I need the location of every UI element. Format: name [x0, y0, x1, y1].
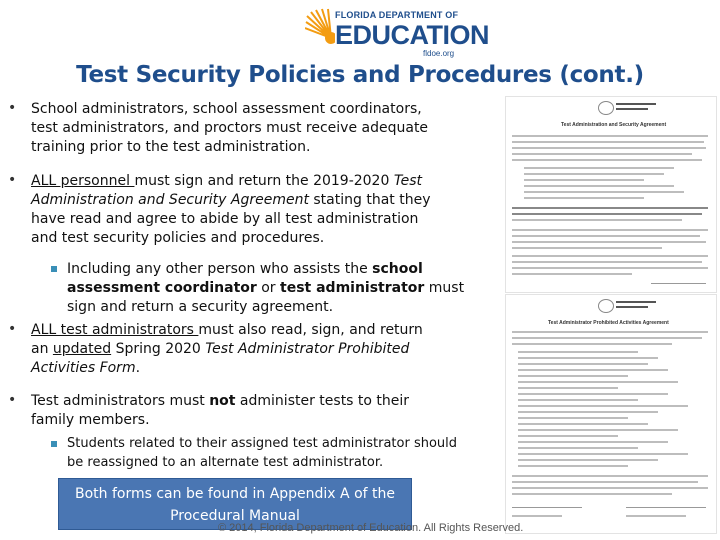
bullet-dot-icon: •: [8, 172, 17, 188]
sub1-line1: Including any other person who assists the: [67, 261, 373, 277]
bullet-training-line2b: must receive adequate: [261, 120, 429, 136]
sub-bullet-square-icon: [51, 266, 57, 272]
page-title: Test Security Policies and Procedures (cont.): [76, 62, 644, 88]
logo-org-line: FLORIDA DEPARTMENT OF: [335, 10, 459, 20]
family-line1a: Test administrators must: [31, 393, 210, 409]
sub1-line2-bold2: test administrator: [280, 280, 425, 296]
bullet-training-line2: test administrators, and proctors: [31, 120, 262, 136]
all-personnel-label: ALL personnel: [31, 173, 135, 189]
sub1-line2-mid: or: [256, 280, 281, 296]
bullet-dot-icon: •: [8, 100, 17, 116]
sub1-line1-bold: school: [372, 261, 423, 277]
family-line1b: administer tests to their: [235, 393, 410, 409]
all-personnel-form-title: Administration and Security Agreement: [31, 192, 309, 208]
appendix-note-line2: Procedural Manual: [170, 508, 300, 524]
copyright-text: © 2014, Florida Department of Education. All Rights Reserved.: [218, 522, 524, 534]
sub1-line2-end: must: [424, 280, 465, 296]
bullet-training: [31, 100, 471, 157]
test-admins-form-title: Test Administrator Prohibited: [205, 341, 410, 357]
logo-url: fldoe.org: [423, 49, 455, 58]
doc2-heading: Test Administrator Prohibited Activities Agreement: [548, 320, 669, 326]
all-personnel-line2: stating that they: [308, 192, 431, 208]
family-not: not: [209, 393, 236, 409]
family-line2: family members.: [31, 412, 150, 428]
test-admins-label: ALL test administrators: [31, 322, 199, 338]
all-personnel-line1-italic: Test: [393, 173, 423, 189]
bullet-family-members: [31, 392, 481, 430]
all-personnel-line3: have read and agree to abide by all test administration: [31, 211, 419, 227]
logo-education-text: EDUCATION: [335, 20, 489, 50]
sub2-line1: Students related to their assigned test administrator should: [67, 436, 458, 451]
sub-bullet-any-other-person: [67, 260, 487, 317]
bullet-dot-icon: •: [8, 392, 17, 408]
all-personnel-line4: and test security policies and procedures.: [31, 230, 325, 246]
bullet-test-administrators: [31, 321, 481, 378]
doc-seal-icon: [598, 101, 614, 115]
sub1-line2-bold: assessment coordinator: [67, 280, 257, 296]
sunburst-icon: [305, 8, 335, 52]
test-admins-line2b: Spring 2020: [111, 341, 206, 357]
sub-bullet-square-icon: [51, 441, 57, 447]
test-admins-updated: updated: [52, 341, 112, 357]
security-agreement-thumbnail: [505, 96, 717, 293]
bullet-training-line3: training prior to the test administration.: [31, 139, 311, 155]
prohibited-activities-thumbnail: [505, 294, 717, 534]
all-personnel-line1: must sign and return the 2019-2020: [134, 173, 394, 189]
sub1-line3: sign and return a security agreement.: [67, 299, 334, 315]
test-admins-line3-end: .: [135, 360, 141, 376]
appendix-note-line1: Both forms can be found in Appendix A of the: [74, 486, 395, 502]
doc1-heading: Test Administration and Security Agreement: [561, 122, 667, 128]
sub-bullet-students-related: [67, 434, 497, 472]
test-admins-form-title-2: Activities Form: [31, 360, 136, 376]
bullet-all-personnel: [31, 172, 481, 248]
sub2-line2: be reassigned to an alternate test administrator.: [67, 455, 384, 470]
doc-seal-icon: [598, 299, 614, 313]
fldoe-logo: [305, 4, 489, 60]
test-admins-line1: must also read, sign, and return: [198, 322, 423, 338]
bullet-training-line1: School administrators, school assessment coordinators,: [31, 101, 422, 117]
bullet-dot-icon: •: [8, 321, 17, 337]
test-admins-line2a: an: [31, 341, 53, 357]
